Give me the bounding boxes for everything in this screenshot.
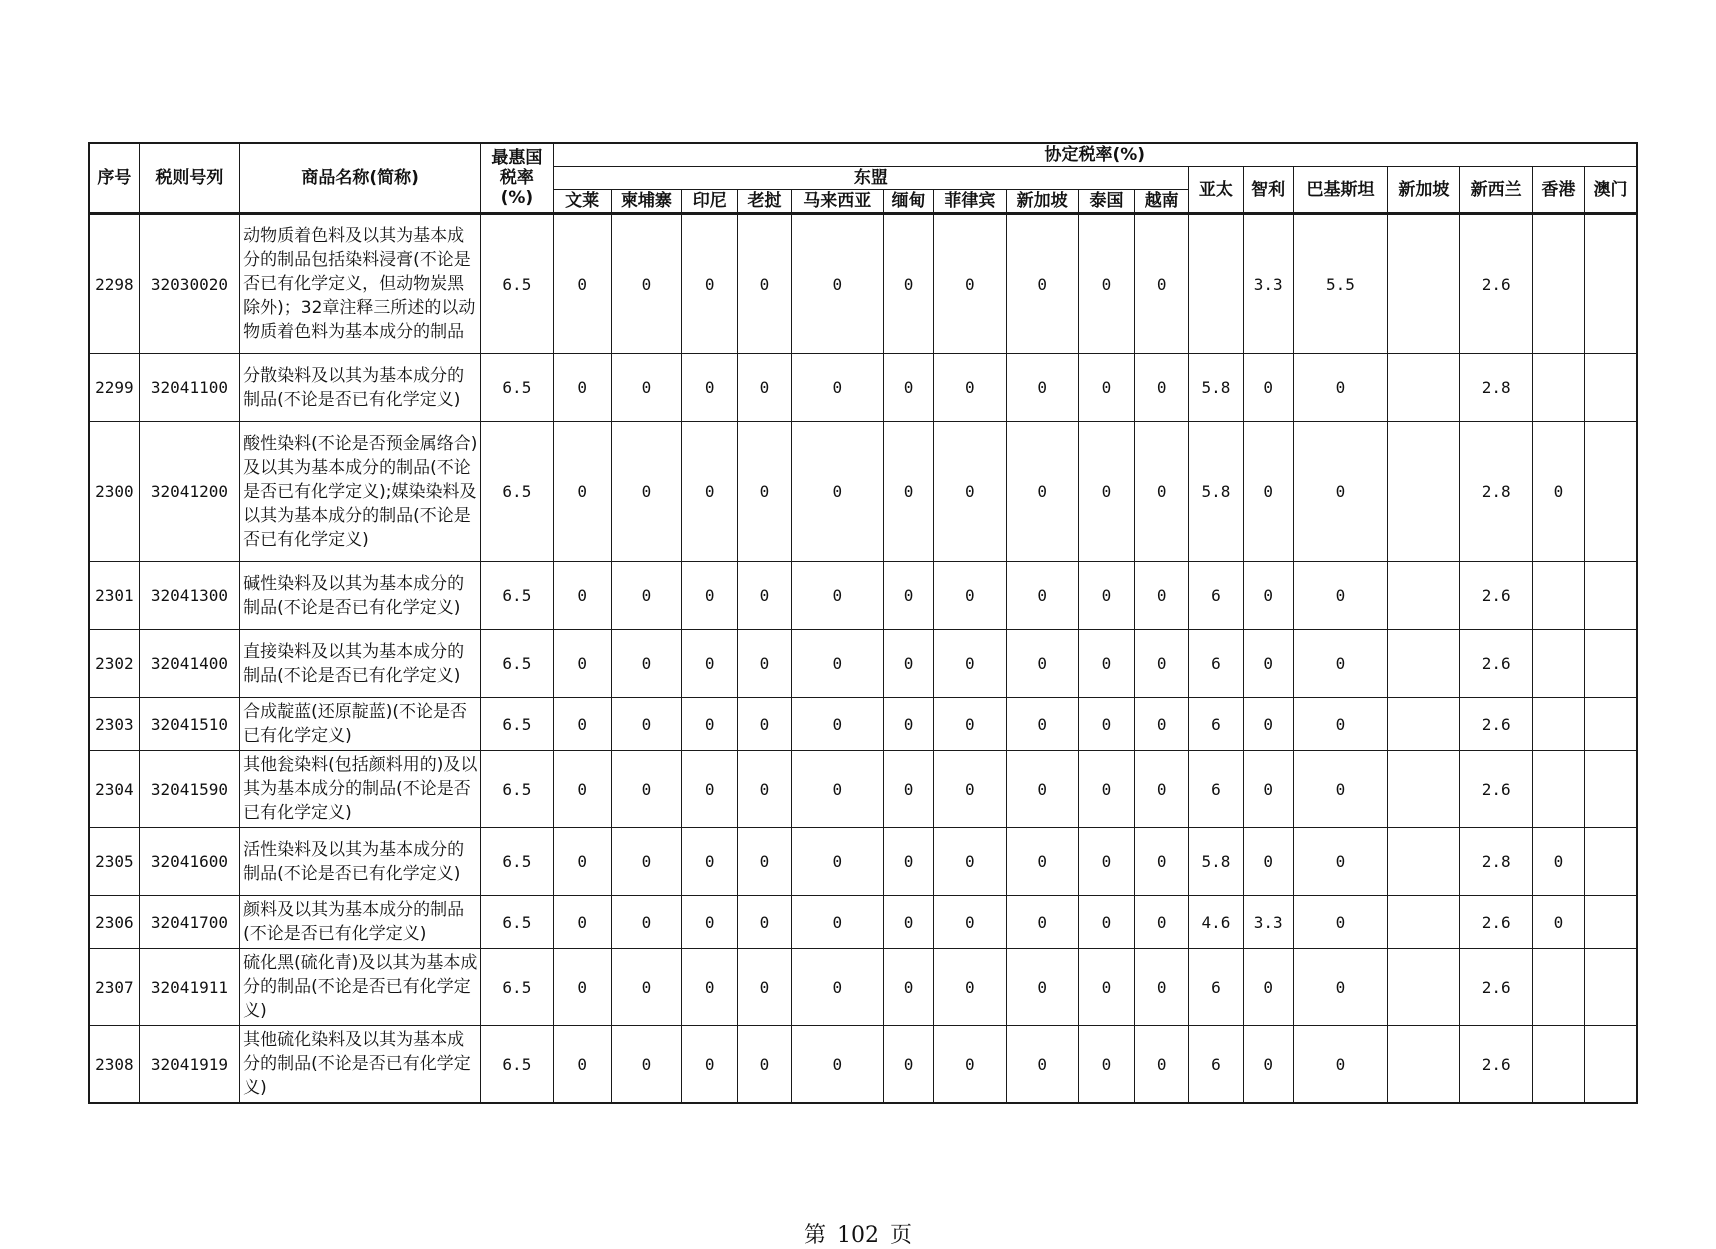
row-asean-rate: 0 [553, 630, 611, 698]
row-asean-rate: 0 [682, 354, 738, 422]
table-row [89, 828, 1637, 896]
page-footer [0, 1218, 1716, 1249]
row-other-rate [1388, 562, 1460, 630]
row-name: 碱性染料及以其为基本成分的制品(不论是否已有化学定义) [240, 562, 481, 630]
row-asean-rate: 0 [883, 896, 933, 949]
row-asean-rate: 0 [791, 698, 883, 751]
row-asean-rate: 0 [1078, 354, 1134, 422]
row-asean-rate: 0 [1078, 896, 1134, 949]
row-asean-rate: 0 [1078, 828, 1134, 896]
row-asean-rate: 0 [611, 214, 681, 354]
row-other-rate [1532, 214, 1584, 354]
row-asean-rate: 0 [738, 354, 791, 422]
row-asean-rate: 0 [611, 630, 681, 698]
row-other-rate: 0 [1243, 949, 1293, 1026]
row-asean-rate: 0 [611, 354, 681, 422]
row-asean-rate: 0 [791, 214, 883, 354]
header-name: 商品名称(简称) [240, 143, 481, 214]
row-asean-rate: 0 [1078, 422, 1134, 562]
row-name: 酸性染料(不论是否预金属络合)及以其为基本成分的制品(不论是否已有化学定义);媒染染料及以其为基本成分的制品(不论是否已有化学定义) [240, 422, 481, 562]
row-code: 32041100 [139, 354, 239, 422]
row-asean-rate: 0 [883, 630, 933, 698]
header-asean-3: 老挝 [738, 190, 791, 214]
row-asean-rate: 0 [553, 562, 611, 630]
row-other-rate: 0 [1293, 562, 1387, 630]
row-asean-rate: 0 [611, 422, 681, 562]
row-other-rate [1585, 698, 1637, 751]
table-row [89, 630, 1637, 698]
row-asean-rate: 0 [738, 562, 791, 630]
row-other-rate: 0 [1243, 630, 1293, 698]
row-seq: 2301 [89, 562, 139, 630]
row-other-rate: 2.8 [1460, 422, 1532, 562]
row-seq: 2300 [89, 422, 139, 562]
row-other-rate: 2.6 [1460, 630, 1532, 698]
row-other-rate: 2.6 [1460, 896, 1532, 949]
row-asean-rate: 0 [611, 896, 681, 949]
row-other-rate: 0 [1243, 698, 1293, 751]
row-other-rate: 0 [1293, 896, 1387, 949]
row-asean-rate: 0 [611, 698, 681, 751]
row-seq: 2304 [89, 751, 139, 828]
header-asean-8: 泰国 [1078, 190, 1134, 214]
tariff-body [89, 214, 1637, 1104]
row-asean-rate: 0 [1135, 562, 1189, 630]
row-other-rate: 0 [1293, 828, 1387, 896]
row-other-rate: 0 [1293, 630, 1387, 698]
row-asean-rate: 0 [1006, 422, 1078, 562]
row-asean-rate: 0 [682, 630, 738, 698]
row-other-rate [1532, 354, 1584, 422]
row-name: 合成靛蓝(还原靛蓝)(不论是否已有化学定义) [240, 698, 481, 751]
row-other-rate: 6 [1189, 562, 1243, 630]
row-asean-rate: 0 [1006, 828, 1078, 896]
row-other-rate: 0 [1243, 562, 1293, 630]
row-other-rate: 0 [1532, 828, 1584, 896]
row-asean-rate: 0 [791, 562, 883, 630]
row-asean-rate: 0 [738, 214, 791, 354]
row-code: 32041200 [139, 422, 239, 562]
row-asean-rate: 0 [682, 214, 738, 354]
row-other-rate: 2.6 [1460, 698, 1532, 751]
row-asean-rate: 0 [738, 751, 791, 828]
row-asean-rate: 0 [1078, 1026, 1134, 1104]
row-asean-rate: 0 [883, 214, 933, 354]
row-other-rate: 5.8 [1189, 354, 1243, 422]
row-asean-rate: 0 [1135, 949, 1189, 1026]
row-other-rate: 0 [1243, 751, 1293, 828]
row-other-rate: 0 [1243, 1026, 1293, 1104]
row-code: 32041700 [139, 896, 239, 949]
row-other-rate: 2.6 [1460, 562, 1532, 630]
header-asean-9: 越南 [1135, 190, 1189, 214]
row-seq: 2307 [89, 949, 139, 1026]
row-asean-rate: 0 [682, 562, 738, 630]
row-asean-rate: 0 [1135, 828, 1189, 896]
row-other-rate [1585, 751, 1637, 828]
header-asean-6: 菲律宾 [934, 190, 1006, 214]
row-asean-rate: 0 [738, 422, 791, 562]
row-asean-rate: 0 [682, 896, 738, 949]
row-asean-rate: 0 [883, 562, 933, 630]
table-row [89, 562, 1637, 630]
row-name: 动物质着色料及以其为基本成分的制品包括染料浸膏(不论是否已有化学定义，但动物炭黑除外)；32章注释三所述的以动物质着色料为基本成分的制品 [240, 214, 481, 354]
row-other-rate [1585, 354, 1637, 422]
row-seq: 2302 [89, 630, 139, 698]
header-other-3: 新加坡 [1388, 167, 1460, 214]
header-asean-2: 印尼 [682, 190, 738, 214]
row-name: 颜料及以其为基本成分的制品(不论是否已有化学定义) [240, 896, 481, 949]
row-asean-rate: 0 [738, 828, 791, 896]
row-other-rate: 0 [1293, 1026, 1387, 1104]
row-asean-rate: 0 [791, 1026, 883, 1104]
row-mfn-rate: 6.5 [481, 630, 553, 698]
tariff-table [88, 142, 1638, 1104]
row-mfn-rate: 6.5 [481, 949, 553, 1026]
table-row [89, 1026, 1637, 1104]
row-seq: 2306 [89, 896, 139, 949]
row-other-rate: 0 [1243, 828, 1293, 896]
row-asean-rate: 0 [791, 949, 883, 1026]
row-seq: 2305 [89, 828, 139, 896]
row-other-rate [1388, 354, 1460, 422]
row-asean-rate: 0 [1078, 630, 1134, 698]
row-asean-rate: 0 [1006, 1026, 1078, 1104]
row-code: 32030020 [139, 214, 239, 354]
row-seq: 2299 [89, 354, 139, 422]
row-other-rate: 0 [1532, 896, 1584, 949]
row-code: 32041400 [139, 630, 239, 698]
row-asean-rate: 0 [553, 896, 611, 949]
row-asean-rate: 0 [1006, 896, 1078, 949]
header-asean-4: 马来西亚 [791, 190, 883, 214]
row-code: 32041300 [139, 562, 239, 630]
row-other-rate: 2.8 [1460, 828, 1532, 896]
row-asean-rate: 0 [1135, 751, 1189, 828]
row-asean-rate: 0 [934, 562, 1006, 630]
row-asean-rate: 0 [791, 896, 883, 949]
row-asean-rate: 0 [1135, 422, 1189, 562]
row-other-rate: 0 [1293, 949, 1387, 1026]
row-other-rate [1585, 949, 1637, 1026]
header-other-4: 新西兰 [1460, 167, 1532, 214]
row-other-rate: 6 [1189, 949, 1243, 1026]
footer-suffix: 页 [890, 1223, 913, 1248]
row-asean-rate: 0 [611, 828, 681, 896]
row-other-rate [1585, 422, 1637, 562]
row-asean-rate: 0 [791, 354, 883, 422]
row-asean-rate: 0 [1135, 354, 1189, 422]
row-asean-rate: 0 [791, 630, 883, 698]
row-seq: 2308 [89, 1026, 139, 1104]
row-other-rate [1585, 1026, 1637, 1104]
row-mfn-rate: 6.5 [481, 828, 553, 896]
row-asean-rate: 0 [934, 751, 1006, 828]
row-asean-rate: 0 [1135, 698, 1189, 751]
row-asean-rate: 0 [682, 828, 738, 896]
header-agreement: 协定税率(%) [553, 143, 1637, 167]
row-other-rate: 5.8 [1189, 422, 1243, 562]
header-mfn-line2: 税率 [499, 168, 534, 188]
header-asean: 东盟 [553, 167, 1189, 190]
header-mfn [481, 143, 553, 214]
header-mfn-line1: 最惠国 [491, 148, 543, 168]
row-other-rate [1388, 949, 1460, 1026]
row-other-rate: 2.6 [1460, 214, 1532, 354]
row-asean-rate: 0 [1006, 214, 1078, 354]
row-asean-rate: 0 [934, 949, 1006, 1026]
row-other-rate: 0 [1243, 354, 1293, 422]
row-other-rate: 0 [1293, 354, 1387, 422]
row-other-rate: 6 [1189, 1026, 1243, 1104]
row-asean-rate: 0 [883, 828, 933, 896]
row-asean-rate: 0 [553, 698, 611, 751]
row-asean-rate: 0 [1006, 630, 1078, 698]
row-asean-rate: 0 [934, 698, 1006, 751]
row-other-rate: 3.3 [1243, 214, 1293, 354]
row-other-rate [1585, 562, 1637, 630]
row-other-rate: 0 [1293, 751, 1387, 828]
row-asean-rate: 0 [738, 1026, 791, 1104]
row-other-rate: 0 [1293, 422, 1387, 562]
row-other-rate: 3.3 [1243, 896, 1293, 949]
row-name: 硫化黑(硫化青)及以其为基本成分的制品(不论是否已有化学定义) [240, 949, 481, 1026]
table-row [89, 896, 1637, 949]
row-asean-rate: 0 [738, 630, 791, 698]
row-other-rate [1388, 1026, 1460, 1104]
row-asean-rate: 0 [1078, 698, 1134, 751]
row-other-rate: 0 [1293, 698, 1387, 751]
row-asean-rate: 0 [611, 1026, 681, 1104]
row-asean-rate: 0 [1135, 896, 1189, 949]
row-other-rate: 2.6 [1460, 1026, 1532, 1104]
row-other-rate [1388, 751, 1460, 828]
row-mfn-rate: 6.5 [481, 896, 553, 949]
row-asean-rate: 0 [682, 1026, 738, 1104]
page-number: 102 [837, 1223, 879, 1248]
table-row [89, 214, 1637, 354]
row-name: 分散染料及以其为基本成分的制品(不论是否已有化学定义) [240, 354, 481, 422]
footer-prefix: 第 [803, 1223, 826, 1248]
table-row [89, 698, 1637, 751]
row-asean-rate: 0 [553, 751, 611, 828]
row-other-rate [1388, 828, 1460, 896]
row-asean-rate: 0 [1006, 949, 1078, 1026]
row-mfn-rate: 6.5 [481, 214, 553, 354]
row-other-rate [1388, 698, 1460, 751]
row-asean-rate: 0 [934, 630, 1006, 698]
header-other-0: 亚太 [1189, 167, 1243, 214]
row-asean-rate: 0 [553, 422, 611, 562]
header-other-2: 巴基斯坦 [1293, 167, 1387, 214]
row-other-rate [1585, 630, 1637, 698]
row-mfn-rate: 6.5 [481, 751, 553, 828]
row-other-rate [1585, 896, 1637, 949]
row-asean-rate: 0 [1078, 751, 1134, 828]
row-other-rate [1388, 214, 1460, 354]
row-other-rate [1388, 630, 1460, 698]
row-other-rate [1585, 214, 1637, 354]
row-asean-rate: 0 [611, 562, 681, 630]
header-code: 税则号列 [139, 143, 239, 214]
row-asean-rate: 0 [682, 751, 738, 828]
row-asean-rate: 0 [934, 1026, 1006, 1104]
row-mfn-rate: 6.5 [481, 354, 553, 422]
row-other-rate: 2.8 [1460, 354, 1532, 422]
row-mfn-rate: 6.5 [481, 1026, 553, 1104]
row-asean-rate: 0 [883, 1026, 933, 1104]
row-asean-rate: 0 [791, 422, 883, 562]
row-asean-rate: 0 [553, 214, 611, 354]
row-other-rate: 5.8 [1189, 828, 1243, 896]
row-other-rate: 6 [1189, 630, 1243, 698]
table-row [89, 354, 1637, 422]
row-other-rate [1532, 949, 1584, 1026]
header-mfn-line3: (%) [500, 188, 534, 208]
row-asean-rate: 0 [738, 896, 791, 949]
row-asean-rate: 0 [934, 214, 1006, 354]
row-mfn-rate: 6.5 [481, 422, 553, 562]
row-code: 32041600 [139, 828, 239, 896]
header-asean-1: 柬埔寨 [611, 190, 681, 214]
row-other-rate: 6 [1189, 751, 1243, 828]
row-asean-rate: 0 [883, 949, 933, 1026]
row-asean-rate: 0 [883, 422, 933, 562]
row-asean-rate: 0 [1078, 562, 1134, 630]
table-row [89, 422, 1637, 562]
row-asean-rate: 0 [553, 949, 611, 1026]
row-other-rate: 5.5 [1293, 214, 1387, 354]
row-asean-rate: 0 [611, 751, 681, 828]
tariff-sheet [88, 142, 1638, 1104]
row-asean-rate: 0 [1135, 630, 1189, 698]
row-asean-rate: 0 [553, 1026, 611, 1104]
row-other-rate [1189, 214, 1243, 354]
row-other-rate [1532, 698, 1584, 751]
row-other-rate [1388, 422, 1460, 562]
row-other-rate: 2.6 [1460, 751, 1532, 828]
row-seq: 2303 [89, 698, 139, 751]
row-asean-rate: 0 [1078, 214, 1134, 354]
row-other-rate [1532, 1026, 1584, 1104]
row-name: 其他瓮染料(包括颜料用的)及以其为基本成分的制品(不论是否已有化学定义) [240, 751, 481, 828]
row-other-rate: 6 [1189, 698, 1243, 751]
row-name: 活性染料及以其为基本成分的制品(不论是否已有化学定义) [240, 828, 481, 896]
row-asean-rate: 0 [738, 698, 791, 751]
row-asean-rate: 0 [883, 354, 933, 422]
row-seq: 2298 [89, 214, 139, 354]
row-mfn-rate: 6.5 [481, 562, 553, 630]
row-other-rate: 2.6 [1460, 949, 1532, 1026]
table-row [89, 949, 1637, 1026]
row-asean-rate: 0 [1078, 949, 1134, 1026]
header-other-5: 香港 [1532, 167, 1584, 214]
row-asean-rate: 0 [553, 828, 611, 896]
row-asean-rate: 0 [611, 949, 681, 1026]
row-asean-rate: 0 [934, 354, 1006, 422]
row-code: 32041510 [139, 698, 239, 751]
row-other-rate: 0 [1243, 422, 1293, 562]
row-asean-rate: 0 [682, 422, 738, 562]
row-asean-rate: 0 [934, 896, 1006, 949]
row-other-rate: 4.6 [1189, 896, 1243, 949]
row-asean-rate: 0 [934, 828, 1006, 896]
row-asean-rate: 0 [682, 949, 738, 1026]
row-asean-rate: 0 [1006, 562, 1078, 630]
header-other-1: 智利 [1243, 167, 1293, 214]
table-row [89, 751, 1637, 828]
row-asean-rate: 0 [1135, 1026, 1189, 1104]
row-other-rate [1585, 828, 1637, 896]
header-asean-7: 新加坡 [1006, 190, 1078, 214]
row-asean-rate: 0 [553, 354, 611, 422]
row-asean-rate: 0 [1006, 354, 1078, 422]
row-asean-rate: 0 [883, 751, 933, 828]
row-asean-rate: 0 [1135, 214, 1189, 354]
header-other-6: 澳门 [1585, 167, 1637, 214]
row-code: 32041590 [139, 751, 239, 828]
row-name: 直接染料及以其为基本成分的制品(不论是否已有化学定义) [240, 630, 481, 698]
row-code: 32041911 [139, 949, 239, 1026]
row-other-rate [1532, 562, 1584, 630]
row-asean-rate: 0 [738, 949, 791, 1026]
row-other-rate [1388, 896, 1460, 949]
header-asean-0: 文莱 [553, 190, 611, 214]
row-name: 其他硫化染料及以其为基本成分的制品(不论是否已有化学定义) [240, 1026, 481, 1104]
row-other-rate: 0 [1532, 422, 1584, 562]
row-asean-rate: 0 [1006, 751, 1078, 828]
row-asean-rate: 0 [883, 698, 933, 751]
row-other-rate [1532, 751, 1584, 828]
header-asean-5: 缅甸 [883, 190, 933, 214]
row-asean-rate: 0 [682, 698, 738, 751]
header-seq: 序号 [89, 143, 139, 214]
row-code: 32041919 [139, 1026, 239, 1104]
row-asean-rate: 0 [791, 828, 883, 896]
row-asean-rate: 0 [934, 422, 1006, 562]
row-mfn-rate: 6.5 [481, 698, 553, 751]
row-asean-rate: 0 [1006, 698, 1078, 751]
row-other-rate [1532, 630, 1584, 698]
row-asean-rate: 0 [791, 751, 883, 828]
